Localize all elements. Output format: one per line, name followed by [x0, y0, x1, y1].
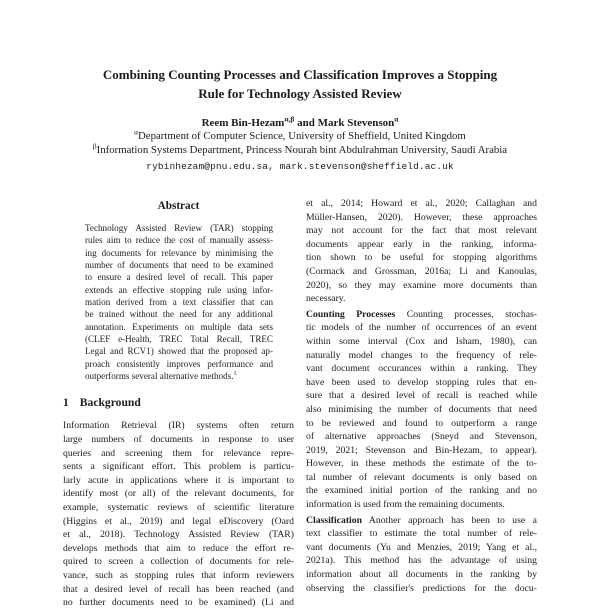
- text-line: vant documents (Yu and Menzies, 2019; Yang et al.,: [306, 541, 537, 553]
- text-line: Müller-Hansen, 2020). However, these approaches: [306, 211, 537, 223]
- text-line: 2020), so they may examine more documents than: [306, 279, 537, 291]
- text-line: no further documents need to be examined) (Li and: [63, 597, 294, 609]
- text-line: vance, such as stopping rules that inform reviewers: [63, 570, 294, 581]
- text-line: to be reviewed and found to outperform a range: [306, 417, 537, 429]
- text-line: quired to screen a collection of documents for rele-: [63, 556, 294, 568]
- text-line: (CLEF e-Health, TREC Total Recall, TREC: [85, 334, 273, 345]
- text-line: Information Retrieval (IR) systems often return: [63, 420, 294, 432]
- text-line: mation derived from a text classifier that can: [85, 297, 273, 308]
- paper-title-line-2: Rule for Technology Assisted Review: [198, 85, 402, 101]
- text-line: (Cormack and Grossman, 2016a; Li and Kanoulas,: [306, 265, 537, 277]
- affiliation-2: $^\beta$Information Systems Department, Princess Nourah bint Abdulrahman University, Saudi Arabia: [92, 141, 508, 156]
- text-line: ing documents for relevance by minimising the: [85, 247, 273, 258]
- text-line: example, systematic reviews of scientific literature: [63, 502, 294, 514]
- text-line: extends an effective stopping rule using infor-: [85, 284, 273, 295]
- text-line: large numbers of documents in response to user: [63, 434, 294, 446]
- text-line: identify most (or all) of the relevant documents, for: [63, 488, 294, 500]
- text-line: annotation. Experiments on multiple data sets: [85, 321, 273, 332]
- text-line: necessary.: [306, 293, 346, 305]
- text-line: (Higgins et al., 2019) and legal eDiscovery (Oard: [63, 515, 294, 527]
- text-line: rules aim to reduce the cost of manually assess-: [85, 235, 273, 246]
- counting-processes-paragraph: [306, 308, 537, 512]
- classification-paragraph: [306, 514, 537, 596]
- text-line: tion shown to be useful for stopping algorithms: [306, 252, 537, 264]
- text-line: et al., 2014; Howard et al., 2020; Callaghan and: [306, 198, 537, 209]
- text-line: proach consistently improves performance and: [85, 358, 273, 369]
- section-heading-background: [63, 395, 294, 410]
- text-line: observing the classifier's predictions for the docu-: [306, 582, 537, 594]
- text-line: et al., 2018). Technology Assisted Review (TAR): [63, 529, 294, 541]
- text-line: documents appear early in the ranking, informa-: [306, 238, 537, 250]
- text-line: Legal and RCV1) showed that the proposed ap-: [85, 346, 273, 357]
- text-line: the examined initial portion of the ranking and no: [306, 485, 537, 497]
- text-line: larly acute in applications where it is important to: [63, 474, 294, 486]
- left-column: [63, 197, 294, 610]
- text-line: that a desired level of recall has been reached (and: [63, 583, 294, 595]
- section-number: 1: [63, 396, 69, 410]
- section-title: Background: [79, 396, 141, 410]
- continued-paragraph: [306, 197, 537, 306]
- text-line: Technology Assisted Review (TAR) stopping: [85, 223, 273, 233]
- text-line: outperforms several alternative methods.$^1$: [85, 370, 237, 382]
- text-line: Classification Another approach has been to use a: [306, 514, 537, 526]
- right-column: [306, 197, 537, 610]
- text-line: queries and screening them for relevance repre-: [63, 447, 294, 459]
- author-emails: rybinhezam@pnu.edu.sa, mark.stevenson@sheffield.ac.uk: [146, 160, 454, 172]
- text-line: However, in these methods the estimate of the to-: [306, 458, 537, 470]
- text-line: also minimising the number of documents that need: [306, 403, 537, 415]
- text-line: tal number of relevant documents is only based on: [306, 471, 537, 483]
- text-line: of alternative approaches (Sneyd and Stevenson,: [306, 431, 537, 443]
- two-column-body: [63, 197, 537, 610]
- text-line: to ensure a desired level of recall. This paper: [85, 272, 273, 283]
- paper-title-line-1: Combining Counting Processes and Classification Improves a Stopping: [102, 67, 498, 82]
- affiliation-1: $^\alpha$Department of Computer Science, University of Sheffield, United Kingdom: [134, 127, 466, 142]
- text-line: tic models of the number of occurrences of an event: [306, 322, 537, 334]
- text-line: 2019, 2021; Stevenson and Bin-Hezam, to appear).: [306, 444, 537, 456]
- text-line: be trained without the need for any additional: [85, 309, 273, 320]
- text-line: number of documents that need to be examined: [85, 260, 273, 271]
- author-byline: Reem Bin-Hezam$^{\alpha,\beta}$ and Mark Stevenson$^\alpha$: [201, 114, 399, 129]
- abstract-paragraph: [63, 222, 294, 382]
- text-line: sents a significant effort. This problem is particu-: [63, 461, 294, 473]
- background-paragraph: [63, 419, 294, 609]
- text-line: have been used to develop stopping rules that en-: [306, 376, 537, 388]
- text-line: vant document occurances within a ranking. They: [306, 363, 537, 375]
- text-line: information is used from the remaining documents.: [306, 499, 505, 511]
- text-line: text classifier to estimate the total number of rele-: [306, 528, 537, 540]
- text-line: information about all documents in the ranking by: [306, 569, 537, 581]
- text-line: may not account for the fact that most relevant: [306, 225, 537, 237]
- text-line: sure that a desired level of recall is reached while: [306, 390, 537, 402]
- text-line: 2021a). This method has the advantage of using: [306, 555, 537, 567]
- text-line: naturally model changes to the frequency of rele-: [306, 349, 537, 361]
- paper-header: [30, 66, 570, 172]
- abstract-heading: Abstract: [157, 200, 200, 212]
- text-line: within some interval (Cox and Isham, 1980), can: [306, 335, 537, 347]
- text-line: develops methods that aim to reduce the effort re-: [63, 542, 294, 554]
- text-line: Counting Processes Counting processes, stochas-: [306, 308, 538, 320]
